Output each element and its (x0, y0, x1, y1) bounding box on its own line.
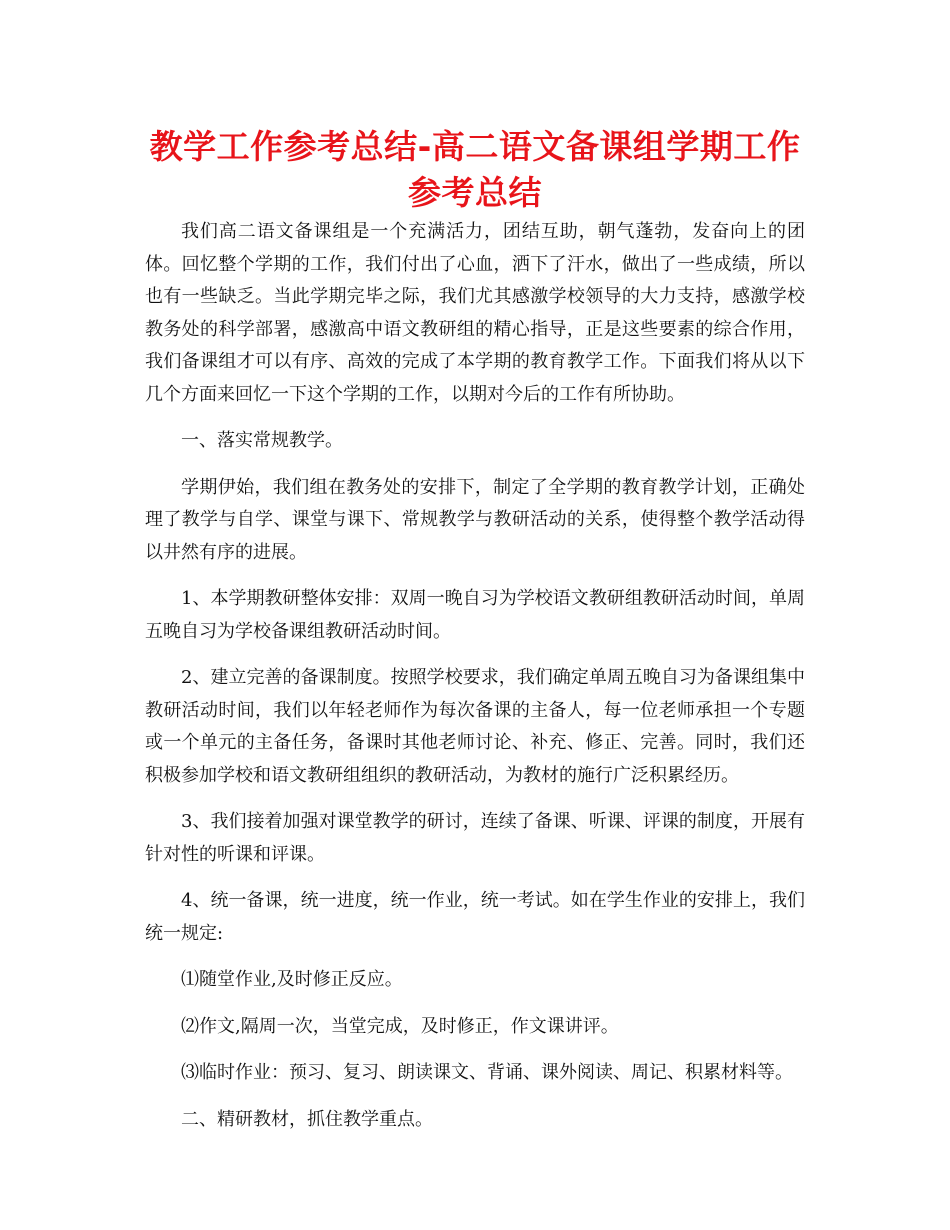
document-title: 教学工作参考总结-高二语文备课组学期工作参考总结 (149, 127, 801, 212)
sub-item-3: ⑶临时作业：预习、复习、朗读课文、背诵、课外阅读、周记、积累材料等。 (181, 1062, 793, 1083)
document-body (145, 216, 805, 1136)
list-item-1: 1、本学期教研整体安排：双周一晚自习为学校语文教研组教研活动时间，单周五晚自习为学校备课组教研活动时间。 (145, 588, 805, 642)
list-item-2: 2、建立完善的备课制度。按照学校要求，我们确定单周五晚自习为备课组集中教研活动时间，我们以年轻老师作为每次备课的主备人，每一位老师承担一个专题或一个单元的主备任务，备课时其他老师讨论、补充、修正、完善。同时，我们还积极参加学校和语文教研组组织的教研活动，为教材的施行广泛积累经历。 (145, 667, 805, 786)
list-item-4: 4、统一备课，统一进度，统一作业，统一考试。如在学生作业的安排上，我们统一规定: (145, 890, 805, 944)
section-heading-1: 一、落实常规教学。 (181, 430, 343, 451)
section-heading-2: 二、精研教材，抓住教学重点。 (181, 1108, 433, 1130)
list-item-3: 3、我们接着加强对课堂教学的研讨，连续了备课、听课、评课的制度，开展有针对性的听课和评课。 (145, 811, 805, 865)
paragraph-intro: 我们高二语文备课组是一个充满活力，团结互助，朝气蓬勃，发奋向上的团体。回忆整个学期的工作，我们付出了心血，洒下了汗水，做出了一些成绩，所以也有一些缺乏。当此学期完毕之际，我们尤其感激学校领导的大力支持，感激学校教务处的科学部署，感激高中语文教研组的精心指导，正是这些要素的综合作用，我们备课组才可以有序、高效的完成了本学期的教育教学工作。下面我们将从以下几个方面来回忆一下这个学期的工作，以期对今后的工作有所协助。 (145, 221, 805, 405)
sub-item-2: ⑵作文,隔周一次，当堂完成，及时修正，作文课讲评。 (181, 1015, 619, 1037)
sub-item-1: ⑴随堂作业,及时修正反应。 (181, 969, 403, 990)
paragraph-section-1: 学期伊始，我们组在教务处的安排下，制定了全学期的教育教学计划，正确处理了教学与自学、课堂与课下、常规教学与教研活动的关系，使得整个教学活动得以井然有序的进展。 (145, 476, 805, 563)
